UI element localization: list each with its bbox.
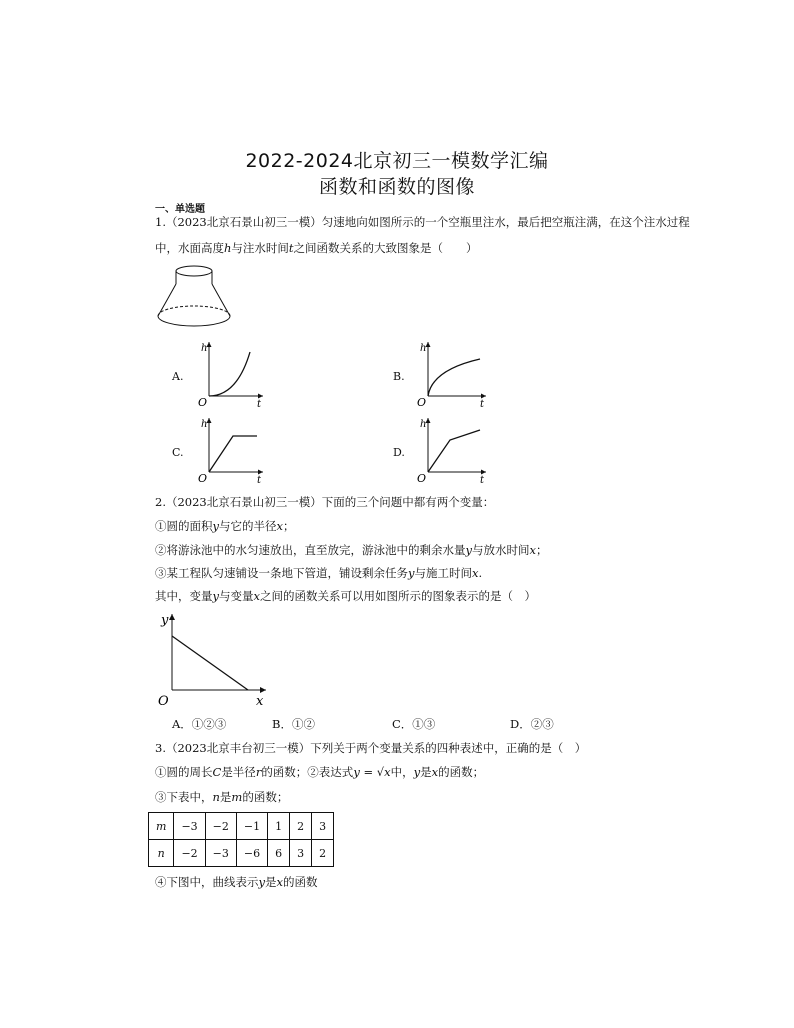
svg-text:t: t: [257, 475, 262, 486]
q1-option-b-graph: [414, 338, 490, 408]
section-heading: 一、单选题: [155, 204, 205, 215]
document-subtitle: 函数和函数的图像: [318, 176, 475, 198]
q1-option-a-graph: [195, 338, 267, 408]
q1-option-d-label[interactable]: D.: [393, 446, 405, 459]
q2-option-c[interactable]: C．①③: [392, 717, 436, 731]
sqrt-expression: y = √x: [353, 765, 391, 779]
q2-item1: ①圆的面积y与它的半径x；: [155, 519, 295, 533]
q2-option-d[interactable]: D．②③: [510, 717, 554, 731]
q2-option-b[interactable]: B．①②: [272, 717, 315, 731]
q2-stem-line1: 2.（2023北京石景山初三一模）下面的三个问题中都有两个变量：: [155, 495, 495, 509]
svg-text:x: x: [256, 694, 264, 709]
q2-graph: [152, 610, 272, 710]
q2-item2: ②将游泳池中的水匀速放出，直至放完，游泳池中的剩余水量y与放水时间x；: [155, 543, 548, 557]
svg-text:h: h: [420, 343, 427, 354]
q1-option-c-graph: [195, 414, 267, 484]
q3-item-line3: ③下表中，n是m的函数；: [155, 790, 289, 804]
svg-text:t: t: [480, 475, 485, 486]
q2-axis-y-label: y: [161, 613, 169, 628]
q2-option-a[interactable]: A．①②③: [172, 717, 227, 731]
q1-stem-line1: 1.（2023北京石景山初三一模）匀速地向如图所示的一个空瓶里注水，最后把空瓶注满，在这个注水过程: [155, 215, 690, 229]
q1-option-a-label[interactable]: A.: [172, 370, 184, 383]
svg-text:O: O: [417, 472, 427, 485]
svg-text:h: h: [201, 419, 208, 430]
axis-h-label: h: [201, 343, 208, 354]
q2-stem-line5: 其中，变量y与变量x之间的函数关系可以用如图所示的图象表示的是（ ）: [155, 589, 536, 603]
q1-option-b-label[interactable]: B.: [393, 370, 405, 383]
table-row: m −3 −2 −1 1 2 3: [149, 813, 334, 840]
q1-option-c-label[interactable]: C.: [172, 446, 184, 459]
bottle-figure: [150, 262, 260, 338]
svg-text:t: t: [257, 399, 262, 410]
mn-table: [148, 812, 334, 867]
q1-option-d-graph: [414, 414, 490, 484]
svg-text:h: h: [420, 419, 427, 430]
svg-text:t: t: [480, 399, 485, 410]
q3-stem-line1: 3.（2023北京丰台初三一模）下列关于两个变量关系的四种表述中，正确的是（ ）: [155, 741, 587, 755]
svg-text:O: O: [417, 396, 427, 409]
q1-stem-line2: 中，水面高度h与注水时间t之间函数关系的大致图象是（ ）: [155, 241, 478, 255]
q2-item3: ③某工程队匀速铺设一条地下管道，铺设剩余任务y与施工时间x.: [155, 566, 483, 580]
q3-item-line4: ④下图中，曲线表示y是x的函数: [155, 875, 318, 889]
svg-text:O: O: [198, 396, 208, 409]
svg-text:O: O: [158, 694, 169, 709]
document-title: 2022-2024北京初三一模数学汇编: [245, 150, 549, 172]
svg-text:O: O: [198, 472, 208, 485]
q3-item-line2: ①圆的周长C是半径r的函数；②表达式y = √x中，y是x的函数；: [155, 765, 485, 779]
table-row: n −2 −3 −6 6 3 2: [149, 840, 334, 867]
